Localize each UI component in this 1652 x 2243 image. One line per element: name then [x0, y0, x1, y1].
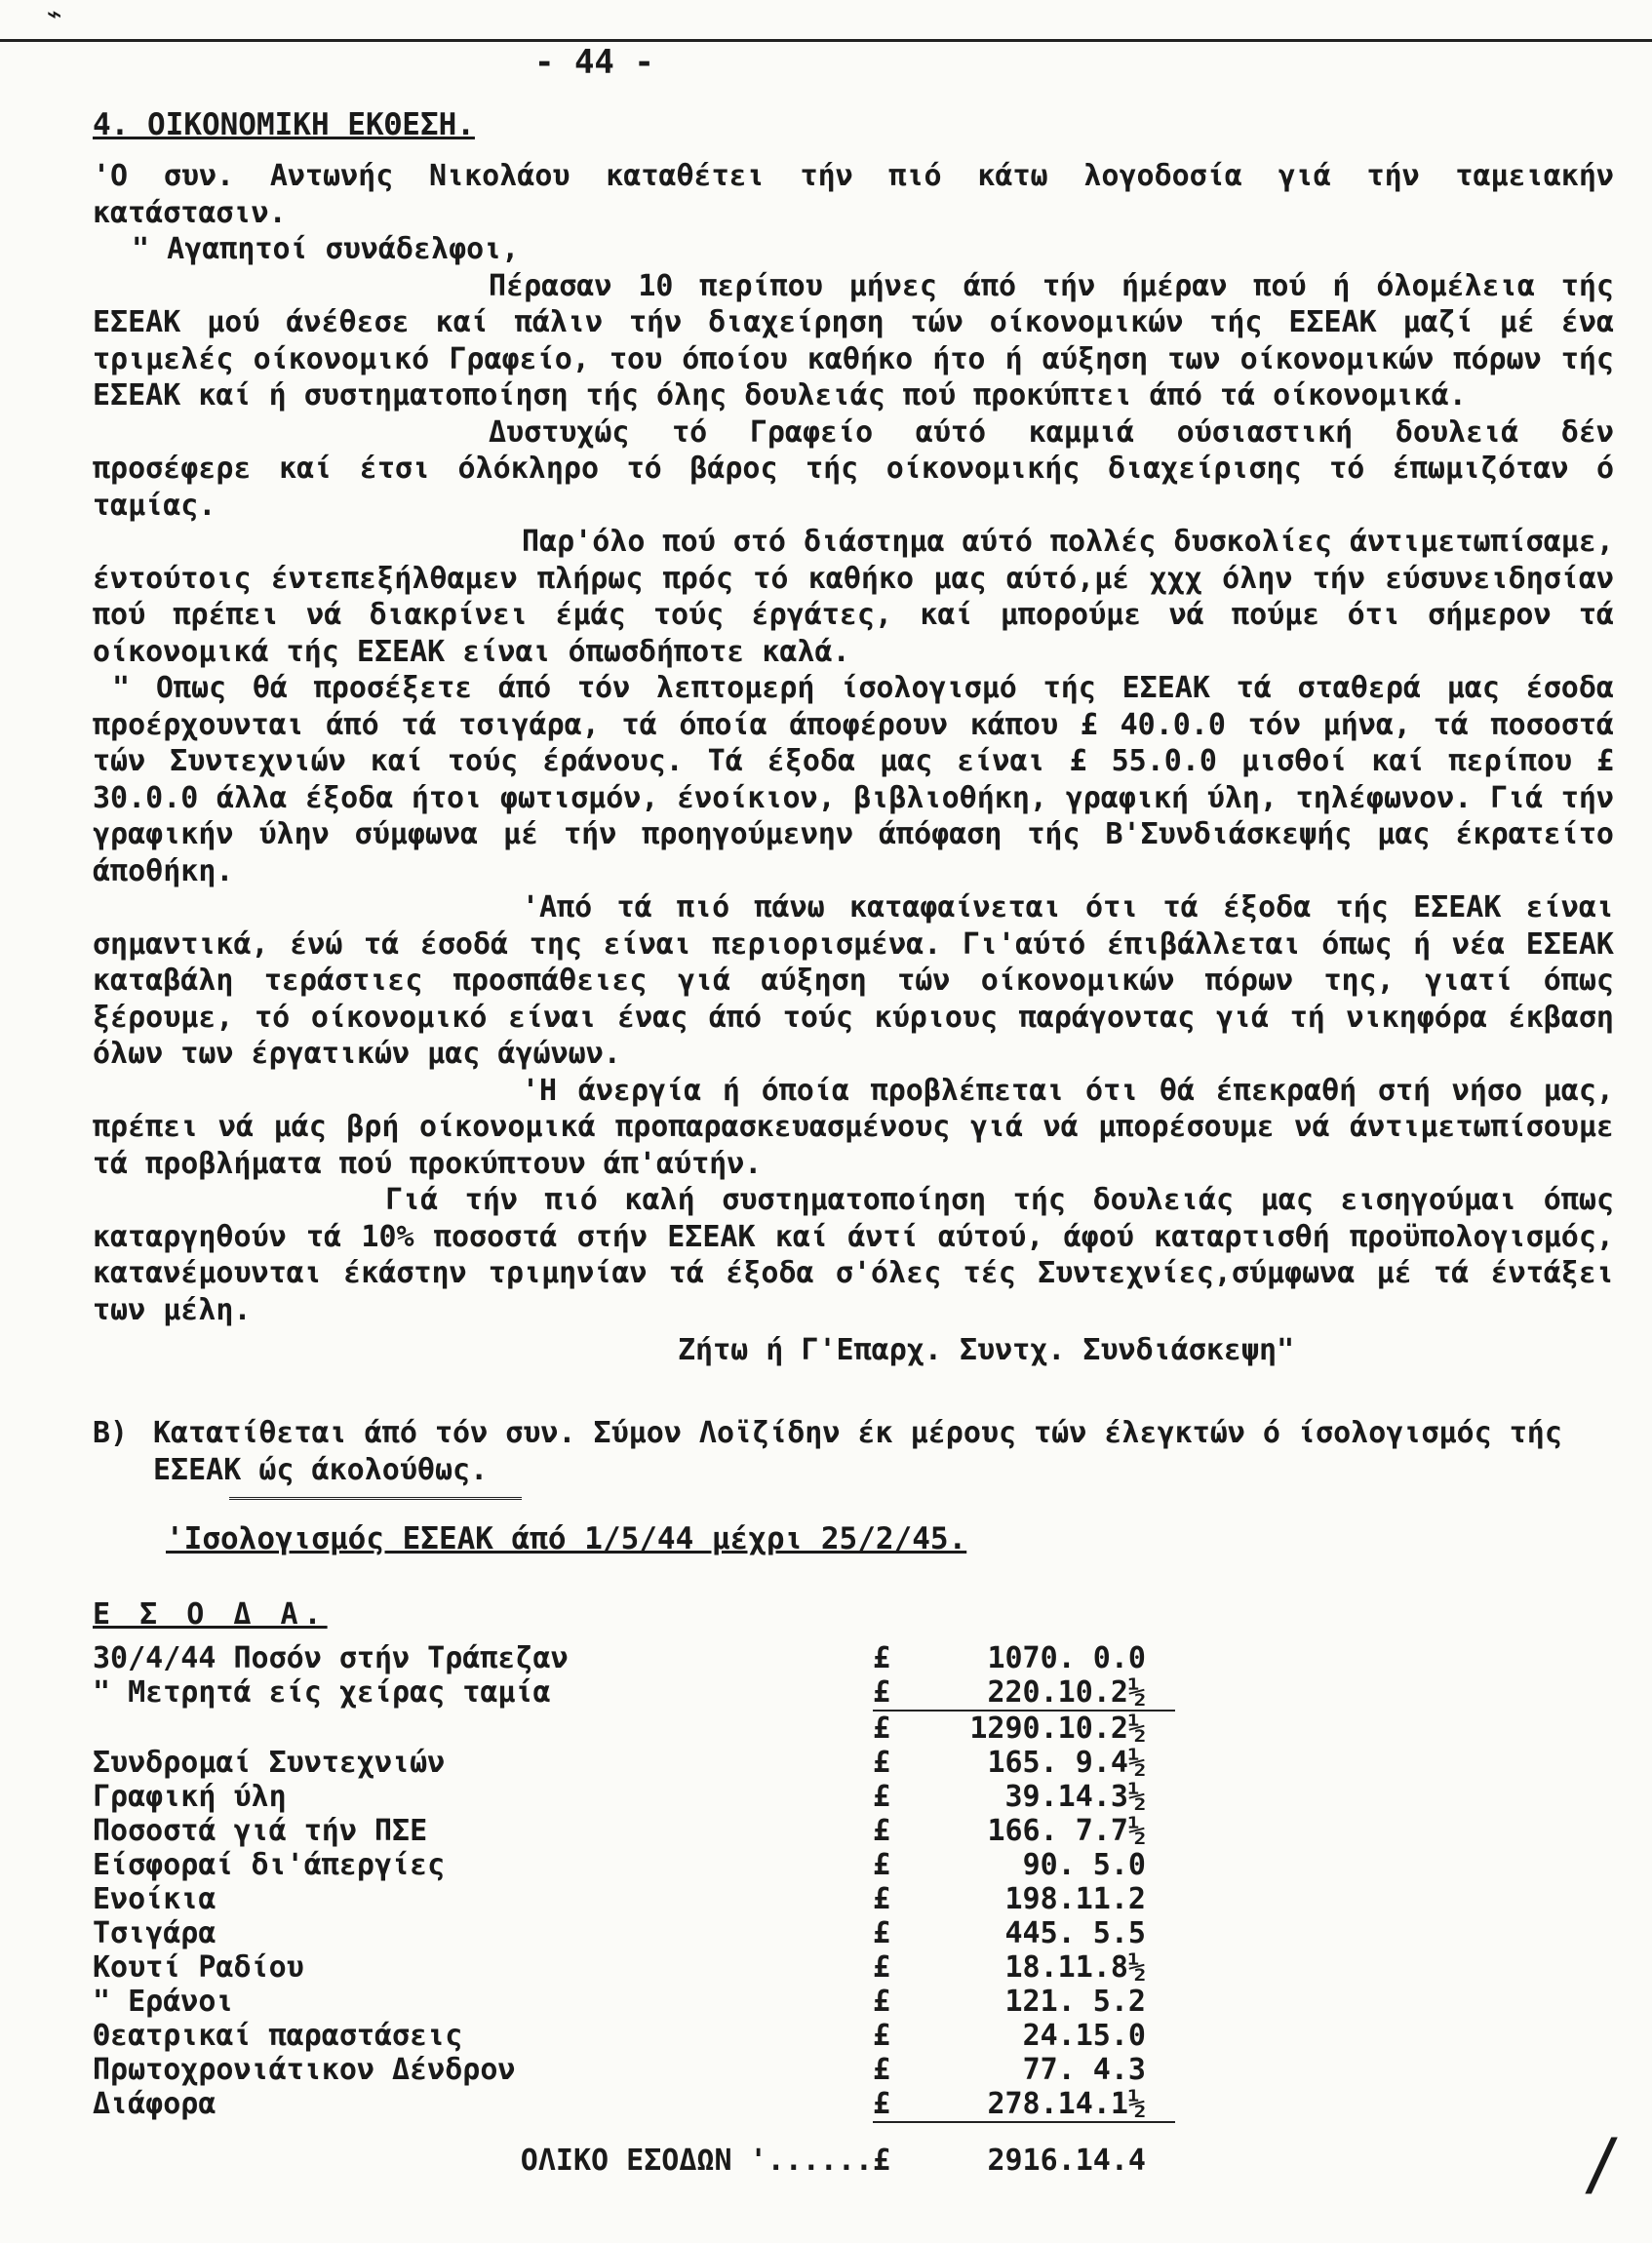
row-amount: 1070. 0.0 — [987, 1641, 1146, 1675]
table-row — [93, 2053, 1614, 2087]
row-amount: 90. 5.0 — [1022, 1848, 1146, 1882]
paragraph-3: Παρ'όλο πού στό διάστημα αύτό πολλές δυσκολίες άντιμετωπίσαμε, έντούτοις έντεπεξήλθαμεν πλήρως πρός τό καθήκο μας αύτό,μέ χχχ όλην τήν εύσυνειδησίαν πού πρέπει νά διακρίνει έμάς τούς έργάτες, καί μπορούμε νά πούμε ότι σήμερον τά οίκονομικά τής ΕΣΕΑΚ είναι όπωσδήποτε καλά. — [93, 525, 1614, 669]
table-row — [93, 1675, 1614, 1712]
row-amount: 165. 9.4½ — [987, 1746, 1146, 1780]
paragraph-6: 'Η άνεργία ή όποία προβλέπεται ότι θά έπεκραθή στή νήσο μας, πρέπει νά μάς βρή οίκονομικά προπαρασκευασμένους γιά νά μπορέσουμε νά άντιμετωπίσουμε τά προβλήματα πού προκύπτουν άπ'αύτήν. — [93, 1073, 1614, 1181]
row-amount: 198.11.2 — [1004, 1882, 1146, 1916]
currency-symbol: £ — [873, 1746, 891, 1780]
currency-symbol: £ — [873, 1950, 891, 1985]
table-row — [93, 2019, 1614, 2053]
row-label: Συνδρομαί Συντεχνιών — [93, 1746, 446, 1780]
row-label — [93, 1712, 873, 1746]
row-label: Ενοίκια — [93, 1882, 216, 1916]
row-amount: 24.15.0 — [1022, 2019, 1146, 2053]
row-amount: 1290.10.2½ — [969, 1712, 1146, 1746]
row-label: 30/4/44 Ποσόν στήν Τράπεζαν — [93, 1641, 569, 1675]
total-label: ΟΛΙΚΟ ΕΣΟΔΩΝ '...... — [520, 2144, 873, 2178]
row-amount: 39.14.3½ — [1004, 1780, 1146, 1814]
paragraph-1: Πέρασαν 10 περίπου μήνες άπό τήν ήμέραν πού ή όλομέλεια τής ΕΣΕΑΚ μού άνέθεσε καί πάλιν τήν διαχείρηση τών οίκονομικών τής ΕΣΕΑΚ μαζί μέ ένα τριμελές οίκονομικό Γραφείο, του όποίου καθήκο ήτο ή αύξηση των οίκονομικών πόρων τής ΕΣΕΑΚ καί ή συστηματοποίηση τής όλης δουλειάς πού προκύπτει άπό τά οίκονομικά. — [93, 268, 1614, 413]
currency-symbol: £ — [873, 1641, 891, 1675]
table-row — [93, 1746, 1614, 1780]
table-row — [93, 1950, 1614, 1985]
row-label: Πρωτοχρονιάτικον Δένδρον — [93, 2053, 516, 2087]
paragraph-7: Γιά τήν πιό καλή συστηματοποίηση τής δουλειάς μας εισηγούμαι όπως καταργηθούν τά 10% ποσοστά στήν ΕΣΕΑΚ καί άντί αύτού, άφού καταρτισθή προϋπολογισμός, κατανέμουνται έκάστην τριμηνίαν τά έξοδα σ'όλες τές Συντεχνίες,σύμφωνα μέ τά έντάξει των μέλη. — [93, 1183, 1614, 1327]
row-amount: 445. 5.5 — [1004, 1916, 1146, 1950]
balance-title: 'Ισολογισμός ΕΣΕΑΚ άπό 1/5/44 μέχρι 25/2/45. — [166, 1521, 967, 1556]
currency-symbol: £ — [873, 1814, 891, 1848]
paragraph-5: 'Από τά πιό πάνω καταφαίνεται ότι τά έξοδα τής ΕΣΕΑΚ είναι σημαντικά, ένώ τά έσοδά της είναι περιορισμένα. Γι'αύτό έπιβάλλεται όπως ή νέα ΕΣΕΑΚ καταβάλη τεράστιες προσπάθειες γιά αύξηση τών οίκονομικών πόρων της, γιατί όπως ξέρουμε, τό οίκονομικό είναι ένας άπό τούς κύριους παράγοντας γιά τή νικηφόρα έκβαση όλων των έργατικών μας άγώνων. — [93, 890, 1614, 1071]
paragraph-2: Δυστυχώς τό Γραφείο αύτό καμμιά ούσιαστική δουλειά δέν προσέφερε καί έτσι όλόκληρο τό βάρος τής οίκονομικής διαχείρισης τό έπωμιζόταν ό ταμίας. — [93, 414, 1614, 523]
row-label: Ποσοστά γιά τήν ΠΣΕ — [93, 1814, 428, 1848]
income-table — [93, 1641, 1614, 2123]
signoff: Ζήτω ή Γ'Επαρχ. Συντχ. Συνδιάσκεψη" — [678, 1333, 1295, 1367]
row-label: " Μετρητά είς χείρας ταμία — [93, 1675, 551, 1710]
document-body — [93, 107, 1614, 2180]
income-total-row — [93, 2143, 1614, 2180]
table-row — [93, 1814, 1614, 1848]
row-label: Θεατρικαί παραστάσεις — [93, 2019, 463, 2053]
table-row — [93, 1882, 1614, 1916]
currency-symbol: £ — [873, 2019, 891, 2053]
currency-symbol: £ — [873, 1712, 891, 1746]
table-row — [93, 1712, 1614, 1746]
table-row — [93, 2087, 1614, 2123]
row-amount: 220.10.2½ — [912, 1675, 1175, 1712]
row-amount: 77. 4.3 — [1022, 2053, 1146, 2087]
row-label: Κουτί Ραδίου — [93, 1950, 304, 1985]
section-4-title: 4. ΟΙΚΟΝΟΜΙΚΗ ΕΚΘΕΣΗ. — [93, 107, 475, 142]
total-amount: 2916.14.4 — [987, 2144, 1146, 2178]
section-b — [93, 1415, 1614, 1489]
currency-symbol: £ — [873, 1848, 891, 1882]
paragraph-4: " Οπως θά προσέξετε άπό τόν λεπτομερή ίσολογισμό τής ΕΣΕΑΚ τά σταθερά μας έσοδα προέρχουνται άπό τά τσιγάρα, τά όποία άποφέρουν κάπου £ 40.0.0 τόν μήνα, τά ποσοστά τών Συντεχνιών καί τούς έράνους. Τά έξοδα μας είναι £ 55.0.0 μισθοί καί περίπου £ 30.0.0 άλλα έξοδα ήτοι φωτισμόν, ένοίκιον, βιβλιοθήκη, γραφική ύλη, τηλέφωνον. Γιά τήν γραφικήν ύλην σύμφωνα μέ τήν προηγούμενην άπόφαση τής Β'Συνδιάσκεψής μας έκρατείτο άποθήκη. — [93, 671, 1614, 888]
currency-symbol: £ — [873, 1675, 912, 1712]
section-4-intro: 'Ο συν. Αντωνής Νικολάου καταθέτει τήν πιό κάτω λογοδοσία γιά τήν ταμειακήν κατάστασιν. — [93, 159, 1614, 230]
margin-mark: / — [1581, 2124, 1623, 2204]
currency-symbol: £ — [873, 1882, 891, 1916]
top-rule — [0, 39, 1652, 42]
row-label: Τσιγάρα — [93, 1916, 216, 1950]
row-amount: 278.14.1½ — [912, 2087, 1175, 2123]
currency-symbol: £ — [873, 2087, 912, 2123]
currency-symbol: £ — [873, 2053, 891, 2087]
section-b-text: Κατατίθεται άπό τόν συν. Σύμον Λοϊζίδην έκ μέρους τών έλεγκτών ό ίσολογισμός τής ΕΣΕΑΚ ώς άκολούθως. — [153, 1416, 1562, 1487]
table-row — [93, 1916, 1614, 1950]
row-label: Γραφική ύλη — [93, 1780, 287, 1814]
row-amount: 166. 7.7½ — [987, 1814, 1146, 1848]
table-row — [93, 1780, 1614, 1814]
section-b-label: Β) — [93, 1416, 129, 1450]
corner-mark: ⌁ — [47, 0, 62, 29]
income-title: Ε Σ Ο Δ Α. — [93, 1597, 328, 1632]
currency-symbol: £ — [873, 1780, 891, 1814]
double-rule — [229, 1497, 522, 1500]
row-label: Είσφοραί δι'άπεργίες — [93, 1848, 446, 1882]
currency-symbol: £ — [873, 2144, 891, 2178]
table-row — [93, 1985, 1614, 2019]
salutation: " Αγαπητοί συνάδελφοι, — [132, 232, 520, 266]
table-row — [93, 1848, 1614, 1882]
row-label: Διάφορα — [93, 2087, 216, 2121]
row-amount: 18.11.8½ — [1004, 1950, 1146, 1985]
table-row — [93, 1641, 1614, 1675]
row-label: " Εράνοι — [93, 1985, 234, 2019]
currency-symbol: £ — [873, 1916, 891, 1950]
page-number: - 44 - — [534, 43, 654, 82]
row-amount: 121. 5.2 — [1004, 1985, 1146, 2019]
currency-symbol: £ — [873, 1985, 891, 2019]
